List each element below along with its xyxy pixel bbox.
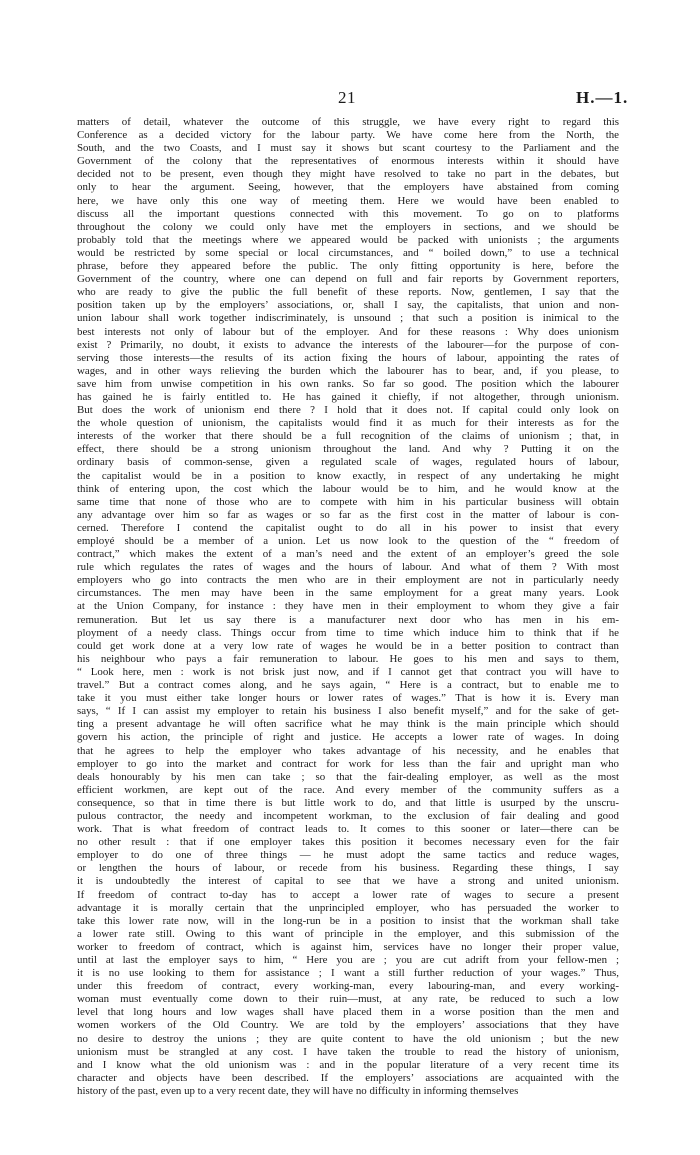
text-line: position taken up by the employers’ associations, or, shall I say, the capitalists, that union and non- <box>77 299 619 312</box>
text-line: wages, and in other ways relieving the burden which the labourer has to bear, and, if you please, to <box>77 364 619 377</box>
text-line: deals honourably by his men can take ; so that the fair-dealing employer, as well as the most <box>77 770 619 783</box>
text-line: worker to freedom of contract, which is against him, services have no longer their proper value, <box>77 940 619 953</box>
text-line: says, “ If I can assist my employer to retain his business I also benefit myself,” and for the sake of get- <box>77 705 619 718</box>
text-line: woman must eventually come down to their ruin—must, at any rate, be reduced to such a low <box>77 993 619 1006</box>
text-line: at the Union Company, for instance : they have men in their employment to whom they give a fair <box>77 600 619 613</box>
text-line: same time that none of those who are to compete with him in his particular business will obtain <box>77 495 619 508</box>
text-line: consequence, so that in time there is but little work to do, and that little is usurped by the unscru- <box>77 796 619 809</box>
text-line: work. That is what freedom of contract leads to. It comes to this sooner or later—there can be <box>77 823 619 836</box>
text-line: unionism must be strangled at any cost. I have taken the trouble to read the history of unionism, <box>77 1045 619 1058</box>
text-line: phrase, before they appeared before the public. The only fitting opportunity is here, before the <box>77 260 619 273</box>
text-line: under this freedom of contract, every working-man, every labouring-man, and every working- <box>77 980 619 993</box>
text-line: decided not to be present, even though they might have resolved to take no part in the debates, but <box>77 168 619 181</box>
text-line: has gained he is fairly entitled to. He has gained it chiefly, if not altogether, through unionism. <box>77 390 619 403</box>
text-line: employé should be a member of a union. Let us now look to the question of the “ freedom of <box>77 535 619 547</box>
text-line: efficient workmen, are kept out of the race. And every member of the community suffers as a <box>77 783 619 796</box>
text-line: interests of the worker that there should be a full recognition of the claims of unionism ; that, in <box>77 430 619 443</box>
text-line: character and objects have been described. If the employers’ associations are acquainted with the <box>77 1071 619 1084</box>
text-line: advantage it is morally certain that the unprincipled employer, who has persuaded the worker to <box>77 901 619 914</box>
text-line: pulous contractor, the needy and incompetent workman, to the exclusion of fair dealing and good <box>77 809 619 822</box>
text-line: take it you must either take longer hours or lower rates of wages.” That is how it is. Every man <box>77 692 619 705</box>
text-line: employer to do one of three things — he must adopt the same tactics and reduce wages, <box>77 849 619 862</box>
document-reference: H.—1. <box>576 88 629 107</box>
text-line: no desire to destroy the unions ; they are quite content to have the old unionism ; but the new <box>77 1032 619 1045</box>
text-line: only to hear the argument. Seeing, however, that the employers have abstained from coming <box>77 181 619 194</box>
text-line: or lengthen the hours of labour, or recede from his business. Regarding these things, I say <box>77 862 619 875</box>
text-line: here, we have only this one way of meeting them. Here we would have been enabled to <box>77 194 619 207</box>
text-line: serving those interests—the results of its action fixing the hours of labour, appointing the rates of <box>77 351 619 364</box>
text-line: contract,” which makes the extent of a man’s need and the extent of an employer’s greed the sole <box>77 548 619 561</box>
text-line: could get work done at a very low rate of wages he would be in a better position to contract than <box>77 639 619 652</box>
text-line: save him from unwise competition in his own ranks. So far so good. The position which the labourer <box>77 377 619 390</box>
text-line: If freedom of contract to-day has to accept a lower rate of wages to secure a present <box>77 888 619 901</box>
text-line: matters of detail, whatever the outcome of this struggle, we have every right to regard this <box>77 116 619 128</box>
text-line: think of entering upon, the cost which the labour would be to him, and he would know at the <box>77 482 619 495</box>
text-line: no other result : that if one employer takes this position it becomes necessary even for the fair <box>77 836 619 849</box>
text-line: discuss all the important questions connected with this movement. To go on to platforms <box>77 207 619 220</box>
text-line: Government of the country, where one can depend on full and fair reports by Government reporters, <box>77 273 619 286</box>
page-header <box>0 88 700 110</box>
text-line: it is no use looking to them for assistance ; I want a still further reduction of your wages.” Thus, <box>77 967 619 980</box>
text-line: take this lower rate now, will in the long-run be in a position to insist that the workman shall take <box>77 914 619 927</box>
body-text <box>77 116 619 1098</box>
text-line: best interests not only of labour but of the employer. And for these reasons : Why does unionism <box>77 325 619 338</box>
text-line: employer to go into the market and contract for work for less than the fair and upright man who <box>77 757 619 770</box>
text-line: women workers of the Old Country. We are told by the employers’ associations that they have <box>77 1019 619 1032</box>
text-line: Conference as a decided victory for the labour party. We have come here from the North, the <box>77 129 619 142</box>
text-line: any advantage over him so far as wages or so far as the first cost in the matter of labour is con- <box>77 508 619 521</box>
text-line: remuneration. But let us say there is a manufacturer next door who has men in his em- <box>77 613 619 626</box>
text-line: the capitalist would be in a position to know exactly, in respect of any undertaking he might <box>77 469 619 482</box>
text-line: employers who go into contracts the men who are in their employment are not in particularly needy <box>77 574 619 587</box>
page-number: 21 <box>338 88 356 107</box>
text-line: govern his action, the principle of right and justice. He accepts a lower rate of wages. In doing <box>77 731 619 744</box>
text-line: would be restricted by some special or local circumstances, and “ boiled down,” to use a technical <box>77 246 619 259</box>
text-line: level that long hours and low wages shall have placed them in a worse position than the men and <box>77 1006 619 1019</box>
text-line: it is undoubtedly the interest of capital to see that we have a strong and united unionism. <box>77 875 619 888</box>
text-line: ting a present advantage he will often sacrifice what he may think is the main principle which should <box>77 718 619 731</box>
text-line: circumstances. The men may have been in the same employment for a great many years. Look <box>77 587 619 600</box>
text-line: South, and the two Coasts, and I must say it shows but scant courtesy to the Parliament and the <box>77 142 619 155</box>
text-line: his neighbour who pays a fair remuneration to labour. He goes to his men and says to them, <box>77 652 619 665</box>
text-line: travel.” But a contract comes along, and he says again, “ Here is a contract, but to enable me to <box>77 679 619 692</box>
text-line: history of the past, even up to a very recent date, they will have no difficulty in informing themselves <box>77 1084 519 1097</box>
text-line: But does the work of unionism end there ? I hold that it does not. If capital could only look on <box>77 404 619 417</box>
text-line: Government of the colony that the representatives of enormous interests within it should have <box>77 155 619 168</box>
text-line: ployment of a needy class. Things occur from time to time which induce him to think that if he <box>77 626 619 639</box>
text-line: and I know what the old unionism was : and in the popular literature of a very recent time its <box>77 1058 619 1071</box>
text-line: cerned. Therefore I contend the capitalist ought to do all in his power to insist that every <box>77 521 619 534</box>
text-line: “ Look here, men : work is not brisk just now, and if I cannot get that contract you will have to <box>77 665 619 678</box>
text-line: ordinary basis of common-sense, given a regulated scale of wages, regulated hours of labour, <box>77 456 619 469</box>
text-line: throughout the colony we could only have met the employers in sections, and we should be <box>77 220 619 233</box>
text-line: a lower rate still. Owing to this want of principle in the employer, and this submission of the <box>77 927 619 940</box>
text-line: until at last the employer says to him, “ Here you are ; you are cut adrift from your fellow-men ; <box>77 954 619 966</box>
text-line: that he agrees to help the employer who takes advantage of his necessity, and he enables that <box>77 744 619 757</box>
text-line: probably told that the meetings where we appeared would be packed with unionists ; the arguments <box>77 233 619 246</box>
text-line: effect, there should be a strong unionism throughout the land. And why ? Putting it on the <box>77 443 619 456</box>
text-line: union labour shall work together indiscriminately, is unsound ; that such a position is inimical to the <box>77 312 619 325</box>
text-line: who are ready to give the public the full benefit of these reports. Now, gentlemen, I say that the <box>77 286 619 299</box>
text-line: rule which regulates the rates of wages and the hours of labour. And what of them ? With most <box>77 561 619 574</box>
text-line: exist ? Primarily, no doubt, it exists to advance the interests of the labourer—for the purpose of con- <box>77 338 619 351</box>
text-line: the whole question of unionism, the capitalists would find it as much for their interests as for the <box>77 417 619 430</box>
